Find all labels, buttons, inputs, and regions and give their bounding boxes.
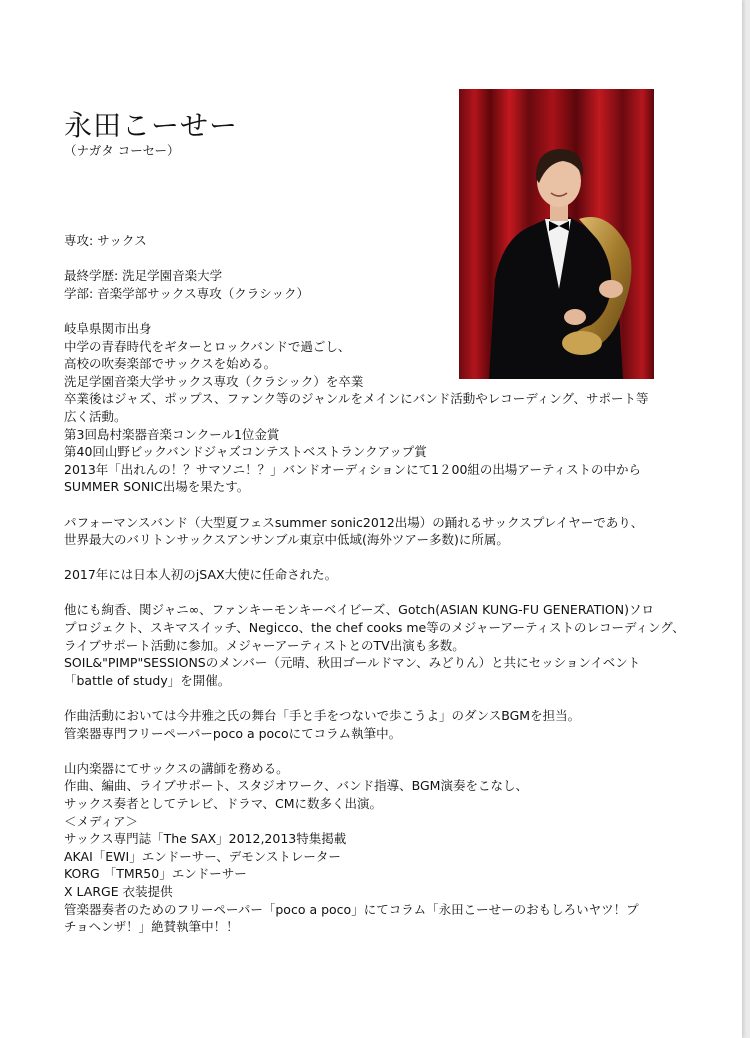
bio-line: AKAI「EWI」エンドーサー、デモンストレーター	[64, 848, 341, 864]
bio-line: 高校の吹奏楽部でサックスを始める。	[64, 356, 277, 372]
bio-line: パフォーマンスバンド（大型夏フェスsummer sonic2012出場）の踊れるサックスプレイヤーであり、	[64, 514, 644, 530]
bio-line: 岐阜県関市出身	[64, 320, 152, 336]
bio-line: 中学の青春時代をギターとロックバンドで過ごし、	[64, 338, 351, 354]
bio-line: サックス専門誌「The SAX」2012,2013特集掲載	[64, 831, 347, 847]
bio-line: プロジェクト、スキマスイッチ、Negicco、the chef cooks me等のメジャーアーティストのレコーディング、	[64, 620, 685, 636]
bio-line: 山内楽器にてサックスの講師を務める。	[64, 760, 289, 776]
biography-text	[64, 232, 685, 936]
bio-line: 他にも絢香、関ジャニ∞、ファンキーモンキーベイビーズ、Gotch(ASIAN KUNG-FU GENERATION)ソロ	[64, 602, 654, 618]
bio-line: SUMMER SONIC出場を果たす。	[64, 479, 250, 495]
blank-line	[64, 496, 685, 514]
bio-line: 学部: 音楽学部サックス専攻（クラシック）	[64, 285, 310, 301]
blank-line	[64, 584, 685, 602]
bio-line: 管楽器奏者のためのフリーペーパー「poco a poco」にてコラム「永田こーせーのおもしろいヤツ！プ	[64, 901, 639, 917]
bio-line: X LARGE 衣装提供	[64, 883, 173, 899]
bio-line: ＜メディア＞	[64, 813, 139, 829]
bio-line: 「battle of study」を開催。	[64, 672, 231, 688]
bio-line: 広く活動。	[64, 408, 127, 424]
bio-line: 作曲活動においては今井雅之氏の舞台「手と手をつないで歩こうよ」のダンスBGMを担当。	[64, 708, 581, 724]
artist-name: 永田こーせー	[64, 109, 239, 142]
blank-line	[64, 549, 685, 567]
bio-line: 2017年には日本人初のjSAX大使に任命された。	[64, 567, 338, 583]
bio-line: 2013年「出れんの！？サマソニ！？」バンドオーディションにて1２00組の出場アーティストの中から	[64, 461, 642, 477]
bio-line: サックス奏者としてテレビ、ドラマ、CMに数多く出演。	[64, 796, 383, 811]
bio-line: KORG 「TMR50」エンドーサー	[64, 866, 247, 882]
bio-line: 卒業後はジャズ、ポップス、ファンク等のジャンルをメインにバンド活動やレコーディング、サポート等	[64, 391, 649, 407]
blank-line	[64, 689, 685, 707]
blank-line	[64, 250, 685, 268]
bio-line: 世界最大のバリトンサックスアンサンブル東京中低域(海外ツアー多数)に所属。	[64, 532, 509, 548]
bio-line: 管楽器専門フリーペーパーpoco a pocoにてコラム執筆中。	[64, 725, 402, 741]
bio-line: 専攻: サックス	[64, 233, 147, 248]
artist-name-reading: （ナガタ コーセー）	[64, 143, 180, 158]
bio-line: 作曲、編曲、ライブサポート、スタジオワーク、バンド指導、BGM演奏をこなし、	[64, 778, 528, 794]
bio-line: チョヘンザ！」絶賛執筆中！！	[64, 919, 239, 935]
bio-line: 第3回島村楽器音楽コンクール1位金賞	[64, 426, 280, 442]
bio-line: 第40回山野ビックバンドジャズコンテストベストランクアップ賞	[64, 444, 427, 460]
blank-line	[64, 302, 685, 320]
blank-line	[64, 742, 685, 760]
bio-line: ライブサポート活動に参加。メジャーアーティストとのTV出演も多数。	[64, 637, 465, 653]
bio-line: 洗足学園音楽大学サックス専攻（クラシック）を卒業	[64, 373, 364, 389]
bio-line: SOIL&"PIMP"SESSIONSのメンバー（元晴、秋田ゴールドマン、みどりん）と共にセッションイベント	[64, 655, 641, 671]
bio-line: 最終学歴: 洗足学園音楽大学	[64, 268, 223, 284]
